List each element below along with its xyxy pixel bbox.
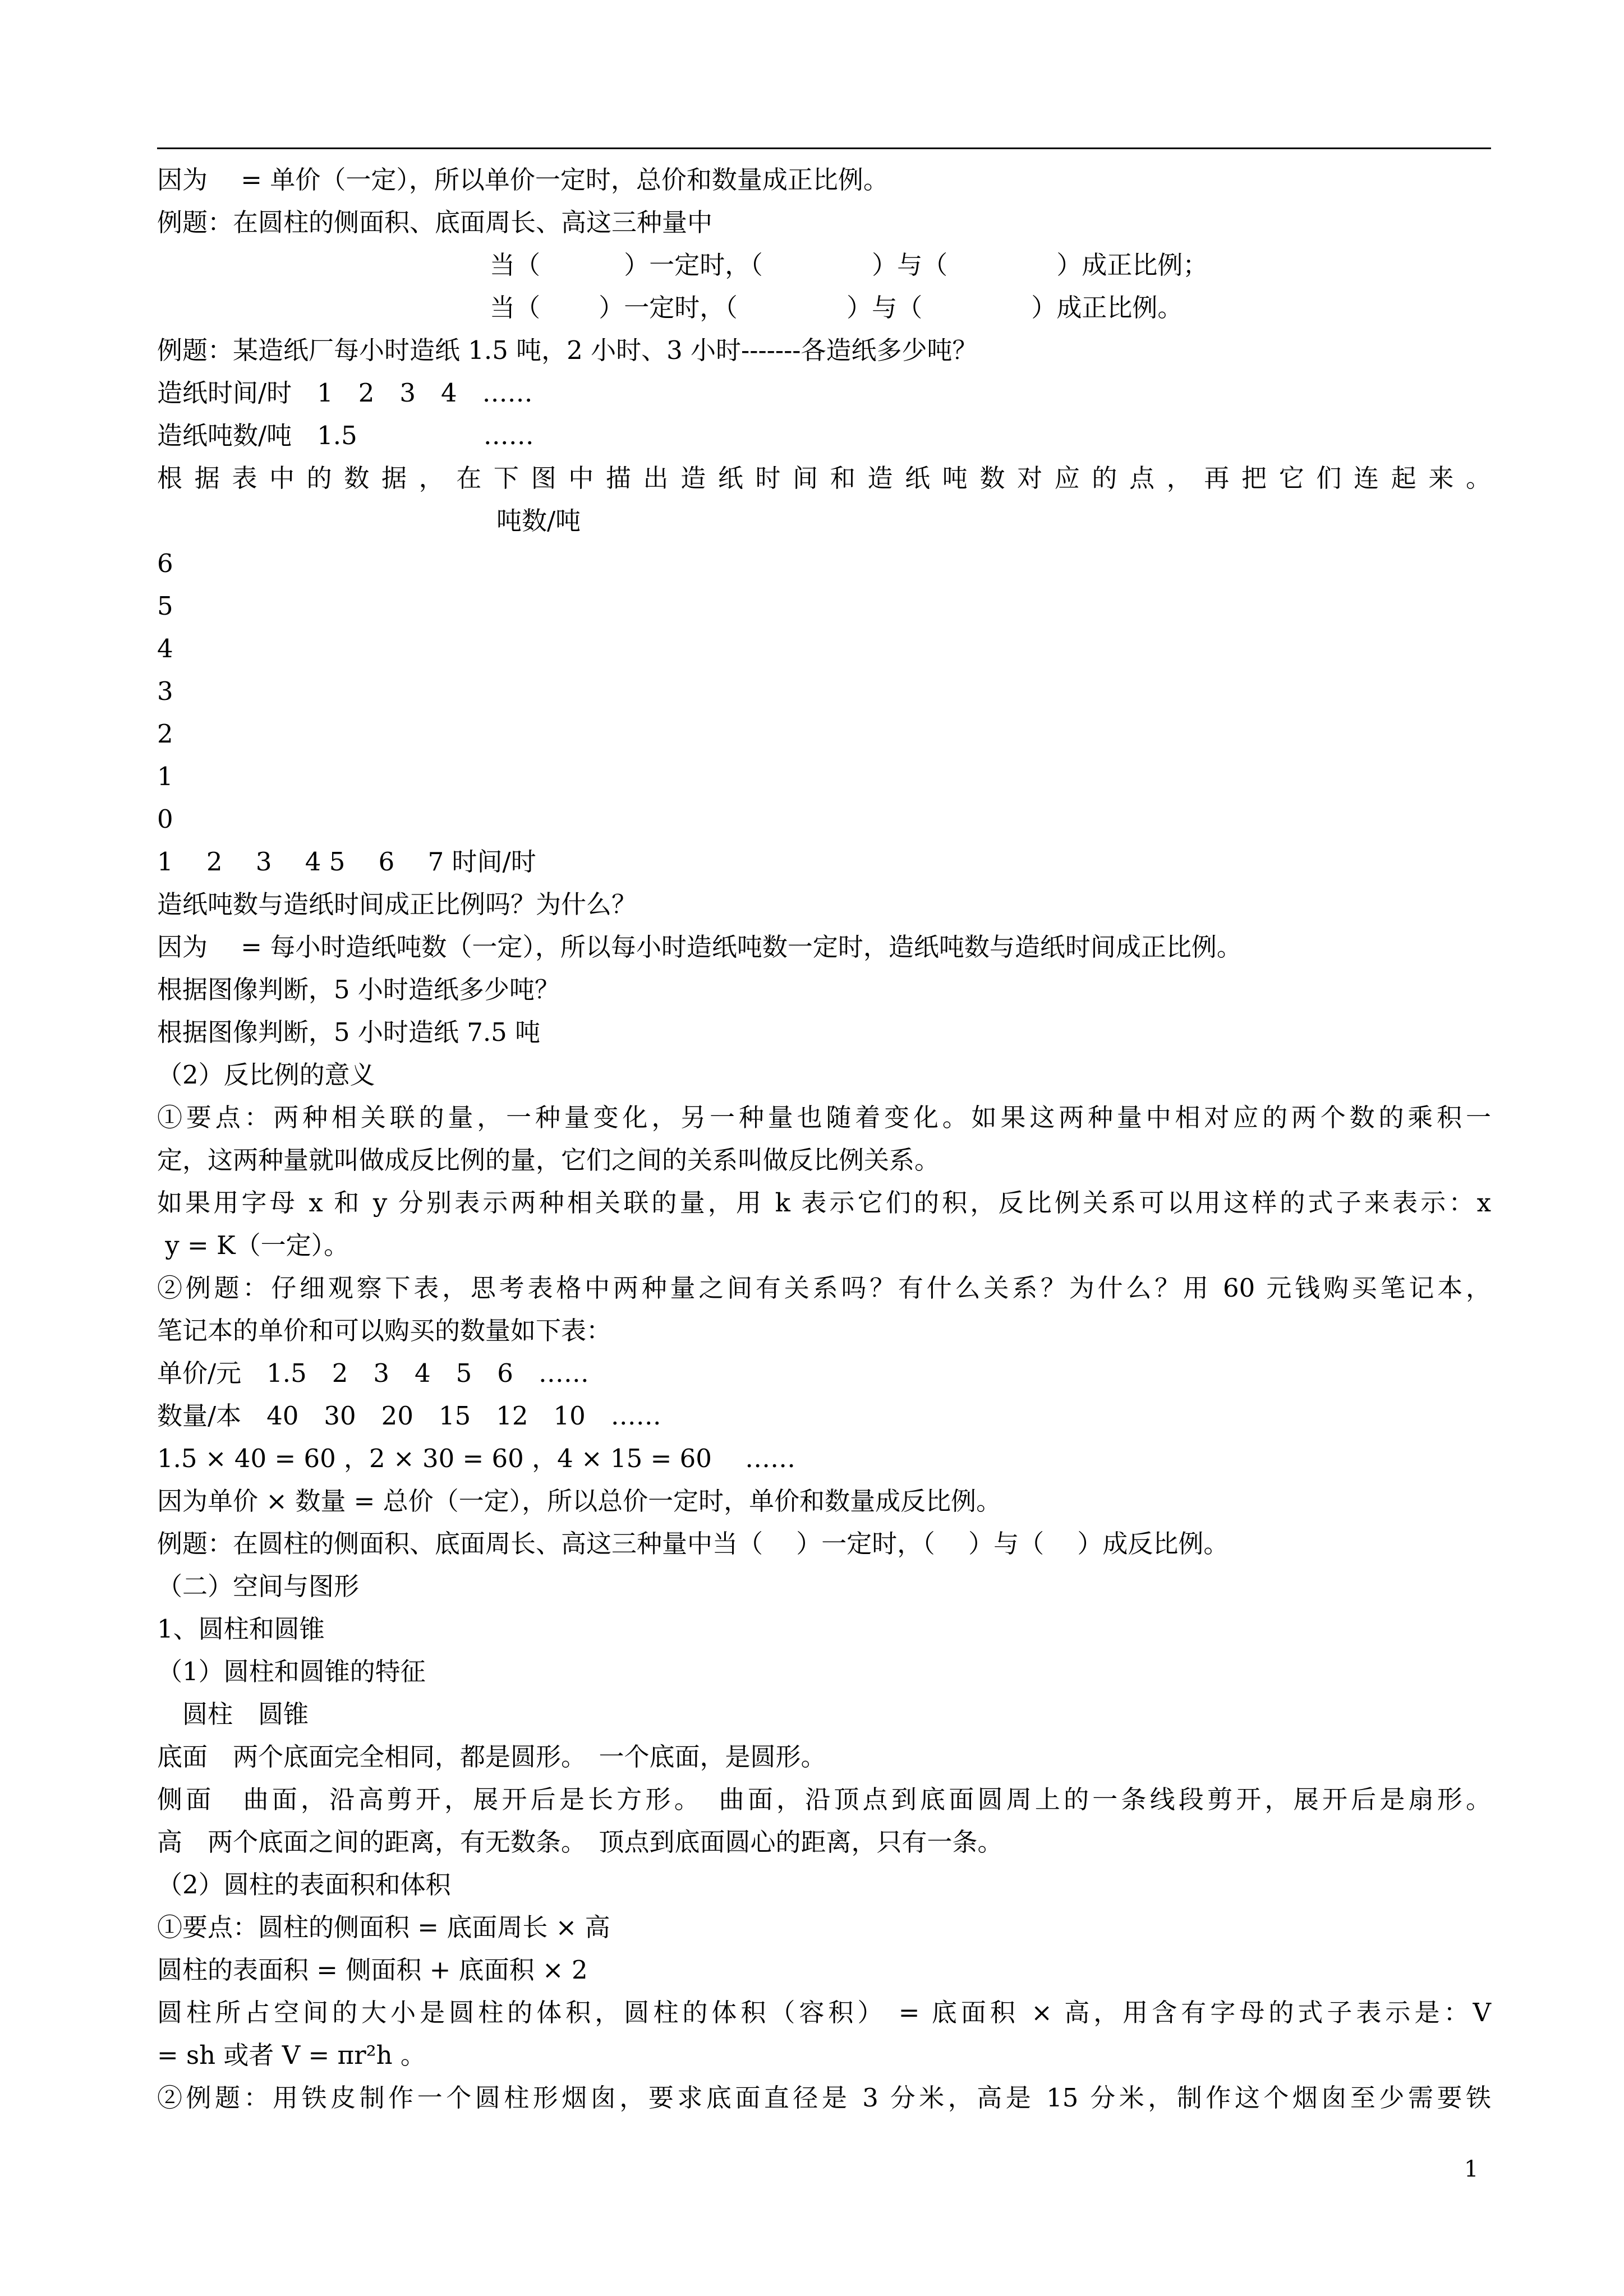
text-line: 数量/本 40 30 20 15 12 10 …… <box>157 1401 661 1431</box>
text-line: 笔记本的单价和可以购买的数量如下表： <box>157 1316 612 1345</box>
text-line: 当（ ）一定时，（ ）与（ ）成正比例； <box>490 250 1208 280</box>
section-heading: （2）反比例的意义 <box>157 1060 375 1090</box>
text-line: 因为 = 每小时造纸吨数（一定），所以每小时造纸吨数一定时，造纸吨数与造纸时间成正比例。 <box>157 932 1242 962</box>
text-line: ①要点：圆柱的侧面积 = 底面周长 × 高 <box>157 1912 610 1942</box>
text-line: 底面 两个底面完全相同，都是圆形。 一个底面，是圆形。 <box>157 1742 826 1772</box>
text-line: ②例题：用铁皮制作一个圆柱形烟囱，要求底面直径是 3 分米，高是 15 分米，制作这个烟囱至少需要铁 <box>157 2083 1491 2113</box>
text-line: ②例题：仔细观察下表，思考表格中两种量之间有关系吗？有什么关系？为什么？用 60 元钱购买笔记本， <box>157 1273 1491 1303</box>
text-line: 圆柱 圆锥 <box>157 1699 309 1729</box>
text-line: 高 两个底面之间的距离，有无数条。 顶点到底面圆心的距离，只有一条。 <box>157 1827 1003 1857</box>
page-number: 1 <box>1464 2156 1479 2182</box>
text-line: 因为 = 单价（一定），所以单价一定时，总价和数量成正比例。 <box>157 165 889 195</box>
text-line: 如果用字母 x 和 y 分别表示两种相关联的量，用 k 表示它们的积，反比例关系可以用这样的式子来表示：x <box>157 1188 1491 1218</box>
text-line: 1.5 × 40 = 60 ，2 × 30 = 60 ，4 × 15 = 60 …… <box>157 1444 796 1473</box>
header-rule <box>157 147 1491 149</box>
text-line: 侧面 曲面，沿高剪开，展开后是长方形。 曲面，沿顶点到底面圆周上的一条线段剪开，展开后是扇形。 <box>157 1785 1491 1814</box>
text-line: 造纸吨数与造纸时间成正比例吗？为什么？ <box>157 889 637 919</box>
chart-y-tick: 6 <box>157 548 173 578</box>
text-line: 因为单价 × 数量 = 总价（一定），所以总价一定时，单价和数量成反比例。 <box>157 1486 1002 1516</box>
section-heading: （2）圆柱的表面积和体积 <box>157 1870 451 1899</box>
text-line: 例题：在圆柱的侧面积、底面周长、高这三种量中 <box>157 208 713 237</box>
text-line: 造纸吨数/吨 1.5 …… <box>157 421 534 450</box>
section-heading: 1、圆柱和圆锥 <box>157 1614 325 1644</box>
text-line: 定，这两种量就叫做成反比例的量，它们之间的关系叫做反比例关系。 <box>157 1145 940 1175</box>
chart-y-axis-label: 吨数/吨 <box>496 506 581 536</box>
text-line: 单价/元 1.5 2 3 4 5 6 …… <box>157 1358 589 1388</box>
text-line: 例题：某造纸厂每小时造纸 1.5 吨，2 小时、3 小时-------各造纸多少吨？ <box>157 335 978 365</box>
section-heading: （二）空间与图形 <box>157 1571 360 1601</box>
text-line: 当（ ）一定时，（ ）与（ ）成正比例。 <box>490 293 1183 322</box>
text-line: ①要点：两种相关联的量，一种量变化，另一种量也随着变化。如果这两种量中相对应的两个数的乘积一 <box>157 1103 1491 1132</box>
text-line: 根据表中的数据，在下图中描出造纸时间和造纸吨数对应的点，再把它们连起来。 <box>157 463 1491 493</box>
chart-x-axis-ticks: 1 2 3 4 5 6 7 时间/时 <box>157 847 536 877</box>
text-line: 造纸时间/时 1 2 3 4 …… <box>157 378 533 408</box>
chart-y-tick: 3 <box>157 676 173 706</box>
text-line: 圆柱的表面积 = 侧面积 + 底面积 × 2 <box>157 1955 588 1985</box>
text-line: 根据图像判断，5 小时造纸多少吨？ <box>157 975 560 1004</box>
chart-y-tick: 2 <box>157 719 173 749</box>
chart-y-tick: 0 <box>157 804 173 834</box>
chart-y-tick: 5 <box>157 591 173 621</box>
text-line: 例题：在圆柱的侧面积、底面周长、高这三种量中当（ ）一定时，（ ）与（ ）成反比例。 <box>157 1529 1229 1559</box>
chart-y-tick: 4 <box>157 634 173 663</box>
section-heading: （1）圆柱和圆锥的特征 <box>157 1657 426 1686</box>
text-line: 圆柱所占空间的大小是圆柱的体积，圆柱的体积（容积） = 底面积 × 高，用含有字母的式子表示是：V <box>157 1998 1491 2027</box>
text-line: = sh 或者 V = πr²h 。 <box>157 2040 426 2070</box>
text-line: y = K（一定）。 <box>157 1230 349 1260</box>
text-line: 根据图像判断，5 小时造纸 7.5 吨 <box>157 1017 541 1047</box>
chart-y-tick: 1 <box>157 762 173 791</box>
